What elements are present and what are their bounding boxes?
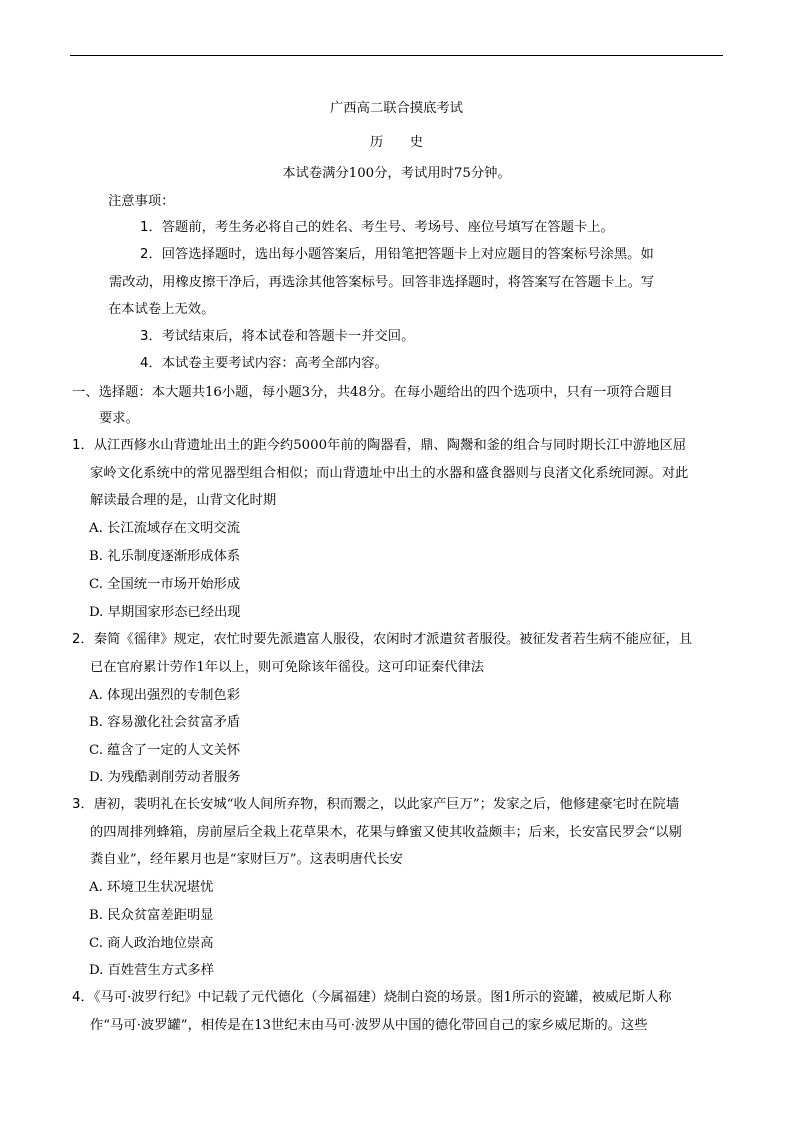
exam-title: 广西高二联合摸底考试 xyxy=(330,101,463,116)
subject-title: 历 史 xyxy=(369,135,424,150)
note-number: 3． xyxy=(140,329,162,344)
question-number: 1． xyxy=(72,438,94,453)
question-stem: 秦简《徭律》规定，农忙时要先派遣富人服役，农闲时才派遣贫者服役。被征发者若生病不能应征，且 xyxy=(93,632,693,647)
section-heading-cont: 要求。 xyxy=(99,411,139,426)
question-2 xyxy=(72,632,692,648)
option-d: D. 为残酷剥削劳动者服务 xyxy=(89,770,241,785)
option-d: D. 百姓营生方式多样 xyxy=(89,963,215,978)
question-stem: 《马可·波罗行纪》中记载了元代德化（今属福建）烧制白瓷的场景。图1所示的瓷罐，被威尼斯人称 xyxy=(93,990,672,1005)
question-stem: 粪自业”，经年累月也是“家财巨万”。这表明唐代长安 xyxy=(90,852,403,867)
option-a: A. 环境卫生状况堪忧 xyxy=(89,880,214,895)
option-a: A. 体现出强烈的专制色彩 xyxy=(89,688,241,703)
header-rule xyxy=(70,55,723,56)
question-number: 2． xyxy=(72,632,94,647)
question-number: 4． xyxy=(72,990,94,1005)
note-text: 考试结束后，将本试卷和答题卡一并交回。 xyxy=(161,329,415,344)
option-c: C. 蕴含了一定的人文关怀 xyxy=(89,743,241,758)
note-item xyxy=(140,356,388,372)
note-number: 2． xyxy=(140,247,162,262)
question-stem: 的四周排列蜂箱，房前屋后全栽上花草果木，花果与蜂蜜又使其收益颇丰；后来，长安富民罗会“以剔 xyxy=(90,825,682,840)
note-text: 答题前，考生务必将自己的姓名、考生号、考场号、座位号填写在答题卡上。 xyxy=(161,220,614,235)
option-b: B. 容易激化社会贫富矛盾 xyxy=(89,715,241,730)
question-stem: 已在官府累计劳作1年以上，则可免除该年徭役。这可印证秦代律法 xyxy=(90,660,485,675)
question-stem: 从江西修水山背遗址出土的距今约5000年前的陶器看，鼎、陶鬶和釜的组合与同时期长江中游地区屈 xyxy=(93,438,687,453)
note-number: 4． xyxy=(140,356,162,371)
note-text: 需改动，用橡皮擦干净后，再选涂其他答案标号。回答非选择题时，将答案写在答题卡上。写 xyxy=(109,275,655,290)
note-text: 在本试卷上无效。 xyxy=(108,302,215,317)
section-heading: 一、选择题：本大题共16小题，每小题3分，共48分。在每小题给出的四个选项中，只有一项符合题目 xyxy=(72,385,673,400)
question-3 xyxy=(72,797,679,813)
note-item xyxy=(140,247,654,263)
option-b: B. 礼乐制度逐渐形成体系 xyxy=(89,549,241,564)
note-number: 1． xyxy=(140,220,162,235)
question-stem: 家岭文化系统中的常见器型组合相似；而山背遗址中出土的水器和盛食器则与良渚文化系统同源。对此 xyxy=(90,466,689,481)
note-item xyxy=(140,220,614,236)
question-number: 3． xyxy=(72,797,94,812)
note-text: 本试卷主要考试内容：高考全部内容。 xyxy=(161,356,388,371)
question-4 xyxy=(72,990,672,1006)
note-item xyxy=(140,329,414,345)
question-stem: 作“马可·波罗罐”，相传是在13世纪末由马可·波罗从中国的德化带回自己的家乡威尼斯的。这些 xyxy=(90,1018,648,1033)
question-1 xyxy=(72,438,686,454)
option-c: C. 商人政治地位崇高 xyxy=(89,936,214,951)
exam-info: 本试卷满分100分，考试用时75分钟。 xyxy=(282,166,511,181)
question-stem: 解读最合理的是，山背文化时期 xyxy=(90,493,277,508)
note-text: 回答选择题时，选出每小题答案后，用铅笔把答题卡上对应题目的答案标号涂黑。如 xyxy=(161,247,654,262)
notes-title: 注意事项： xyxy=(108,194,175,209)
option-b: B. 民众贫富差距明显 xyxy=(89,908,214,923)
question-stem: 唐初，裴明礼在长安城“收人间所弃物，积而鬻之，以此家产巨万”；发家之后，他修建豪宅时在院墙 xyxy=(93,797,680,812)
option-d: D. 早期国家形态已经出现 xyxy=(89,605,241,620)
option-c: C. 全国统一市场开始形成 xyxy=(89,577,241,592)
option-a: A. 长江流域存在文明交流 xyxy=(89,521,241,536)
